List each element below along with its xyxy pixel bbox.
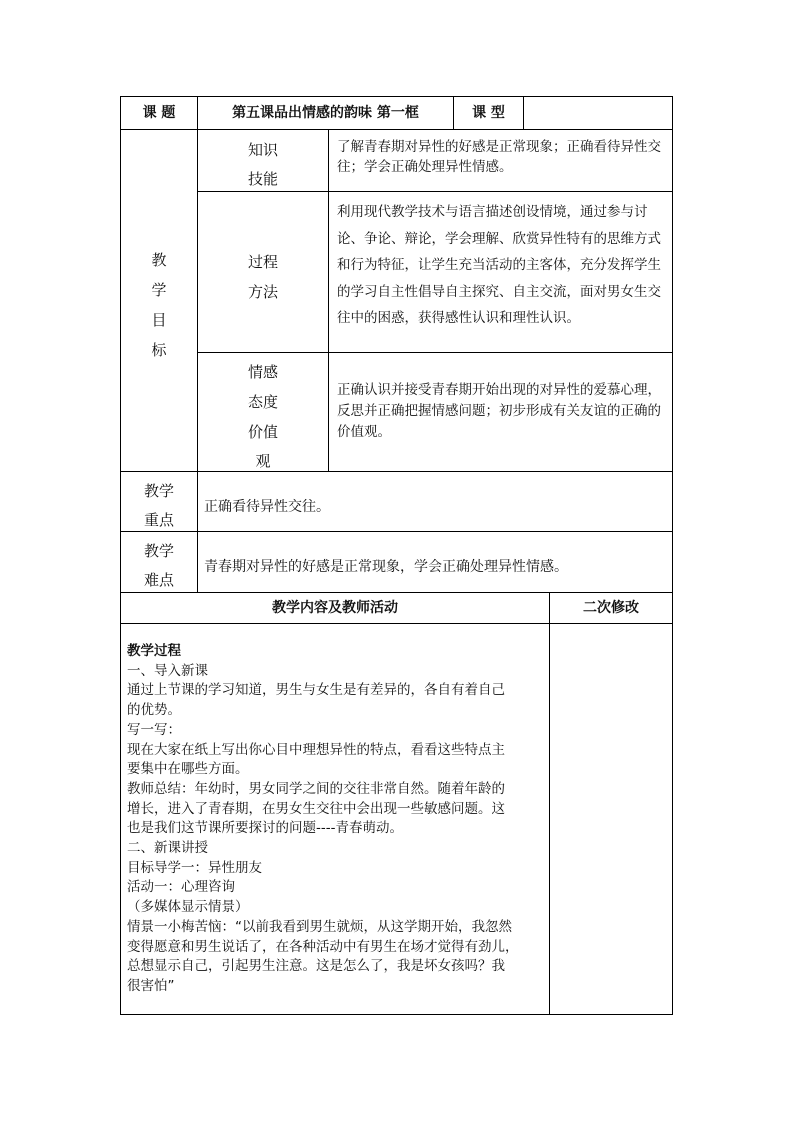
emotion-label-2: 态度 — [247, 393, 278, 411]
process-line: 通过上节课的学习知道，男生与女生是有差异的，各自有着自己 — [127, 682, 505, 699]
difficulty-label-1: 教学 — [143, 542, 174, 560]
content-header-left: 教学内容及教师活动 — [272, 600, 398, 616]
keypoint-label-1: 教学 — [143, 482, 174, 500]
keypoint-text: 正确看待异性交往。 — [204, 499, 330, 515]
process-line: 写一写： — [127, 721, 181, 738]
emotion-label-4: 观 — [255, 452, 271, 470]
emotion-text: 正确认识并接受青春期开始出现的对异性的爱慕心理，反思并正确把握情感问题；初步形成有关友谊的正确的价值观。 — [337, 382, 661, 440]
emotion-label-3: 价值 — [247, 423, 278, 441]
process-line: 现在大家在纸上写出你心目中理想异性的特点，看看这些特点主 — [127, 741, 505, 758]
process-line: 增长，进入了青春期，在男女生交往中会出现一些敏感问题。这 — [127, 800, 505, 817]
content-header-right: 二次修改 — [583, 600, 639, 616]
process-line: 教师总结：年幼时，男女同学之间的交往非常自然。随着年龄的 — [127, 780, 505, 797]
course-title: 第五课品出情感的韵味 第一框 — [232, 105, 419, 121]
teaching-process — [127, 642, 547, 997]
process-line: 二、新课讲授 — [127, 840, 208, 857]
knowledge-text: 了解青春期对异性的好感是正常现象；正确看待异性交往；学会正确处理异性情感。 — [337, 139, 661, 175]
process-line: 目标导学一：异性朋友 — [127, 859, 262, 876]
border-content-header-bottom — [120, 623, 673, 624]
border-row1-bottom — [120, 129, 673, 130]
process-line: 活动一：心理咨询 — [127, 879, 235, 896]
process-line: 要集中在哪些方面。 — [127, 761, 249, 778]
difficulty-text: 青春期对异性的好感是正常现象，学会正确处理异性情感。 — [204, 559, 568, 575]
border-difficulty-bottom — [120, 592, 673, 593]
process-label-1: 过程 — [247, 253, 278, 271]
course-label: 课 题 — [142, 105, 176, 121]
type-label: 课 型 — [472, 105, 505, 121]
border-type-right — [523, 96, 524, 130]
border-knowledge-bottom — [197, 191, 673, 192]
keypoint-label-2: 重点 — [143, 511, 174, 529]
process-line: 教学过程 — [127, 643, 181, 659]
border-process-bottom — [197, 352, 673, 353]
process-line: 变得愿意和男生说话了，在各种活动中有男生在场才觉得有劲儿， — [127, 938, 519, 955]
border-keypoint-bottom — [120, 531, 673, 532]
border-right — [672, 96, 673, 1015]
process-line: 一、导入新课 — [127, 662, 208, 679]
process-line: 总想显示自己，引起男生注意。这是怎么了，我是坏女孩吗？我 — [127, 958, 505, 975]
process-line: 的优势。 — [127, 702, 181, 719]
objectives-label-4: 标 — [151, 341, 167, 359]
objectives-label-2: 学 — [151, 281, 167, 299]
knowledge-label-1: 知识 — [247, 141, 278, 159]
border-top — [120, 96, 673, 97]
border-content-divider — [549, 592, 550, 1015]
difficulty-label-2: 难点 — [143, 571, 174, 589]
process-label-2: 方法 — [247, 283, 278, 301]
emotion-label-1: 情感 — [247, 363, 278, 381]
process-line: （多媒体显示情景） — [127, 899, 249, 916]
process-line: 很害怕” — [127, 977, 175, 994]
border-sublabel-right — [328, 129, 329, 472]
process-line: 情景一小梅苦恼：“以前我看到男生就烦，从这学期开始，我忽然 — [127, 918, 512, 935]
border-bottom — [120, 1014, 673, 1015]
process-line: 也是我们这节课所要探讨的问题----青春萌动。 — [127, 820, 403, 837]
knowledge-label-2: 技能 — [247, 170, 278, 188]
objectives-label-1: 教 — [151, 251, 167, 269]
process-text: 利用现代教学技术与语言描述创设情境，通过参与讨论、争论、辩论，学会理解、欣赏异性特有的思维方式和行为特征，让学生充当活动的主客体，充分发挥学生的学习自主性倡导自主探究、自主交流，面对男女生交往中的困惑，获得感性认识和理性认识。 — [337, 204, 661, 326]
border-objectives-bottom — [120, 471, 673, 472]
objectives-label-3: 目 — [151, 311, 167, 329]
